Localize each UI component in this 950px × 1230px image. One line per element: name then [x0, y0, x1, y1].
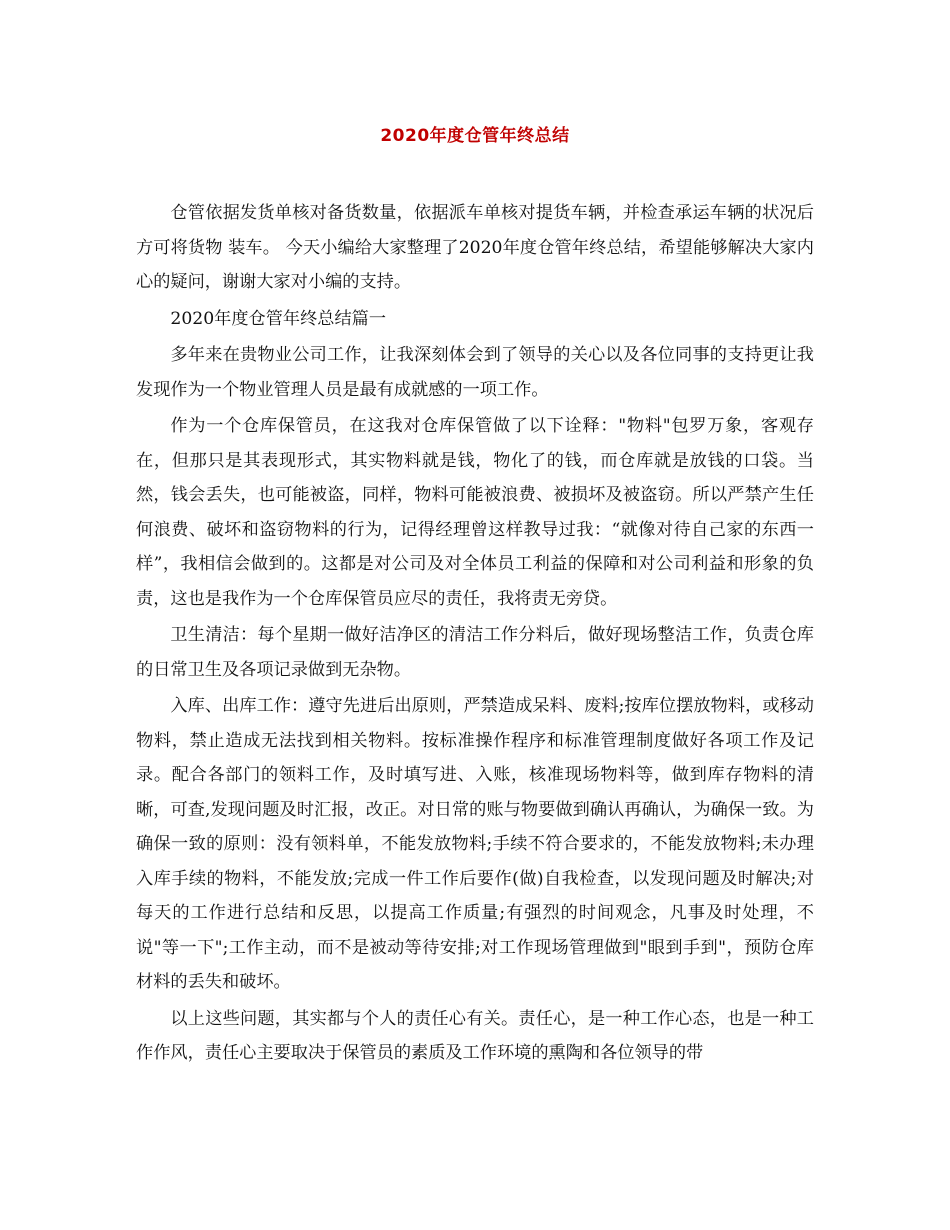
body-paragraph-3: 卫生清洁：每个星期一做好洁净区的清洁工作分料后，做好现场整洁工作，负责仓库的日常卫生及各项记录做到无杂物。	[136, 625, 814, 680]
section-heading: 2020年度仓管年终总结篇一	[170, 308, 387, 329]
body-paragraph-4: 入库、出库工作：遵守先进后出原则，严禁造成呆料、废料;按库位摆放物料，或移动物料，禁止造成无法找到相关物料。按标准操作程序和标准管理制度做好各项工作及记录。配合各部门的领料工作，及时填写进、入账，核准现场物料等，做到库存物料的清晰，可查,发现问题及时汇报，改正。对日常的账与物要做到确认再确认，为确保一致。为确保一致的原则：没有领料单，不能发放物料;手续不符合要求的，不能发放物料;未办理入库手续的物料，不能发放;完成一件工作后要作(做)自我检查，以发现问题及时解决;对每天的工作进行总结和反思，以提高工作质量;有强烈的时间观念，凡事及时处理，不说"等一下";工作主动，而不是被动等待安排;对工作现场管理做到"眼到手到"，预防仓库材料的丢失和破坏。	[136, 696, 814, 992]
body-paragraph-5: 以上这些问题，其实都与个人的责任心有关。责任心，是一种工作心态，也是一种工作作风，责任心主要取决于保管员的素质及工作环境的熏陶和各位领导的带	[136, 1008, 814, 1063]
intro-paragraph: 仓管依据发货单核对备货数量，依据派车单核对提货车辆，并检查承运车辆的状况后方可将货物 装车。 今天小编给大家整理了2020年度仓管年终总结，希望能够解决大家内心的疑问，谢谢大家对小编的支持。	[136, 203, 814, 292]
document-title: 2020年度仓管年终总结	[380, 126, 570, 146]
body-paragraph-1: 多年来在贵物业公司工作，让我深刻体会到了领导的关心以及各位同事的支持更让我发现作为一个物业管理人员是最有成就感的一项工作。	[136, 345, 814, 400]
body-paragraph-2: 作为一个仓库保管员，在这我对仓库保管做了以下诠释："物料"包罗万象，客观存在，但那只是其表现形式，其实物料就是钱，物化了的钱，而仓库就是放钱的口袋。当然，钱会丢失，也可能被盗，同样，物料可能被浪费、被损坏及被盗窃。所以严禁产生任何浪费、破坏和盗窃物料的行为，记得经理曾这样教导过我：“就像对待自己家的东西一样”，我相信会做到的。这都是对公司及对全体员工利益的保障和对公司利益和形象的负责，这也是我作为一个仓库保管员应尽的责任，我将责无旁贷。	[136, 416, 814, 609]
